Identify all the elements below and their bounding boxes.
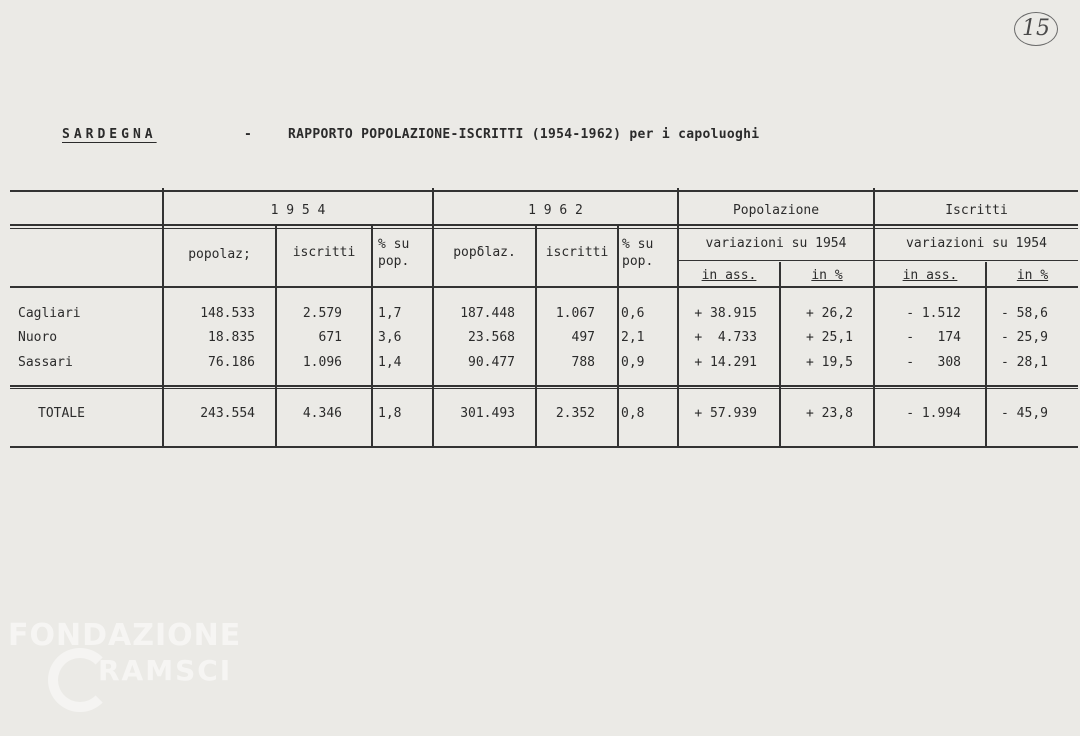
- total-isc-ass: - 1.994: [906, 406, 961, 421]
- cell-pct54: 1,4: [378, 355, 402, 370]
- cell-isc-pct: - 58,6: [1001, 306, 1048, 321]
- header-iscritti-1962: iscritti: [545, 245, 609, 260]
- watermark-line2: RAMSCI: [98, 654, 233, 687]
- total-isc54: 4.346: [302, 406, 342, 421]
- cell-pop54: 76.186: [208, 355, 255, 370]
- cell-pct54: 3,6: [378, 330, 402, 345]
- cell-isc-pct: - 25,9: [1001, 330, 1048, 345]
- cell-pop-ass: + 38.915: [694, 306, 757, 321]
- cell-pop62: 90.477: [468, 355, 515, 370]
- header-pct-1962-b: pop.: [622, 254, 654, 269]
- cell-pct62: 0,6: [621, 306, 645, 321]
- page-number: 15: [1022, 16, 1050, 41]
- total-isc-pct: - 45,9: [1001, 406, 1048, 421]
- row-name: Nuoro: [18, 330, 58, 345]
- row-name: Cagliari: [18, 306, 81, 321]
- total-pop62: 301.493: [460, 406, 515, 421]
- header-pct-1962-a: % su: [622, 237, 654, 252]
- header-popolazione: Popolazione: [732, 203, 820, 218]
- cell-pop62: 187.448: [460, 306, 515, 321]
- header-in-pct-isc: in %: [1016, 268, 1049, 283]
- header-in-ass-isc: in ass.: [902, 268, 958, 283]
- header-iscritti: Iscritti: [945, 203, 1008, 218]
- header-pct-1954-b: pop.: [378, 254, 410, 269]
- cell-pop-ass: + 14.291: [694, 355, 757, 370]
- total-pct62: 0,8: [621, 406, 645, 421]
- cell-isc62: 1.067: [555, 306, 595, 321]
- cell-pop-pct: + 26,2: [806, 306, 853, 321]
- header-iscritti-1954: iscritti: [292, 245, 356, 260]
- header-in-ass-pop: in ass.: [701, 268, 757, 283]
- cell-isc-pct: - 28,1: [1001, 355, 1048, 370]
- document-title: RAPPORTO POPOLAZIONE-ISCRITTI (1954-1962) per i capoluoghi: [288, 127, 760, 142]
- cell-isc54: 671: [318, 330, 342, 345]
- watermark-logo: [8, 618, 242, 687]
- total-pct54: 1,8: [378, 406, 402, 421]
- cell-isc-ass: - 174: [906, 330, 961, 345]
- cell-isc54: 2.579: [302, 306, 342, 321]
- heading-dash: -: [244, 127, 253, 142]
- cell-pop-pct: + 25,1: [806, 330, 853, 345]
- header-popolaz-1954: popolaz;: [188, 247, 251, 262]
- cell-pop-ass: + 4.733: [694, 330, 757, 345]
- cell-isc54: 1.096: [302, 355, 342, 370]
- total-pop-pct: + 23,8: [806, 406, 853, 421]
- total-label: TOTALE: [38, 406, 85, 421]
- cell-pct54: 1,7: [378, 306, 402, 321]
- cell-isc62: 497: [571, 330, 595, 345]
- cell-pop54: 18.835: [208, 330, 255, 345]
- cell-pop62: 23.568: [468, 330, 515, 345]
- header-popolaz-1962: popδlaz.: [453, 245, 516, 260]
- cell-isc-ass: - 1.512: [906, 306, 961, 321]
- total-pop54: 243.554: [200, 406, 255, 421]
- header-1962: 1 9 6 2: [528, 203, 583, 218]
- header-1954: 1 9 5 4: [270, 203, 326, 218]
- row-name: Sassari: [18, 355, 73, 370]
- cell-pop54: 148.533: [200, 306, 255, 321]
- region-title: SARDEGNA: [62, 127, 157, 142]
- header-var-pop: variazioni su 1954: [705, 236, 847, 251]
- cell-pop-pct: + 19,5: [806, 355, 853, 370]
- cell-pct62: 2,1: [621, 330, 645, 345]
- header-pct-1954-a: % su: [378, 237, 410, 252]
- total-isc62: 2.352: [555, 406, 595, 421]
- cell-pct62: 0,9: [621, 355, 645, 370]
- cell-isc62: 788: [571, 355, 595, 370]
- cell-isc-ass: - 308: [906, 355, 961, 370]
- header-var-isc: variazioni su 1954: [906, 236, 1047, 251]
- total-pop-ass: + 57.939: [694, 406, 757, 421]
- watermark-line1: FONDAZIONE: [8, 618, 242, 653]
- header-in-pct-pop: in %: [811, 268, 843, 283]
